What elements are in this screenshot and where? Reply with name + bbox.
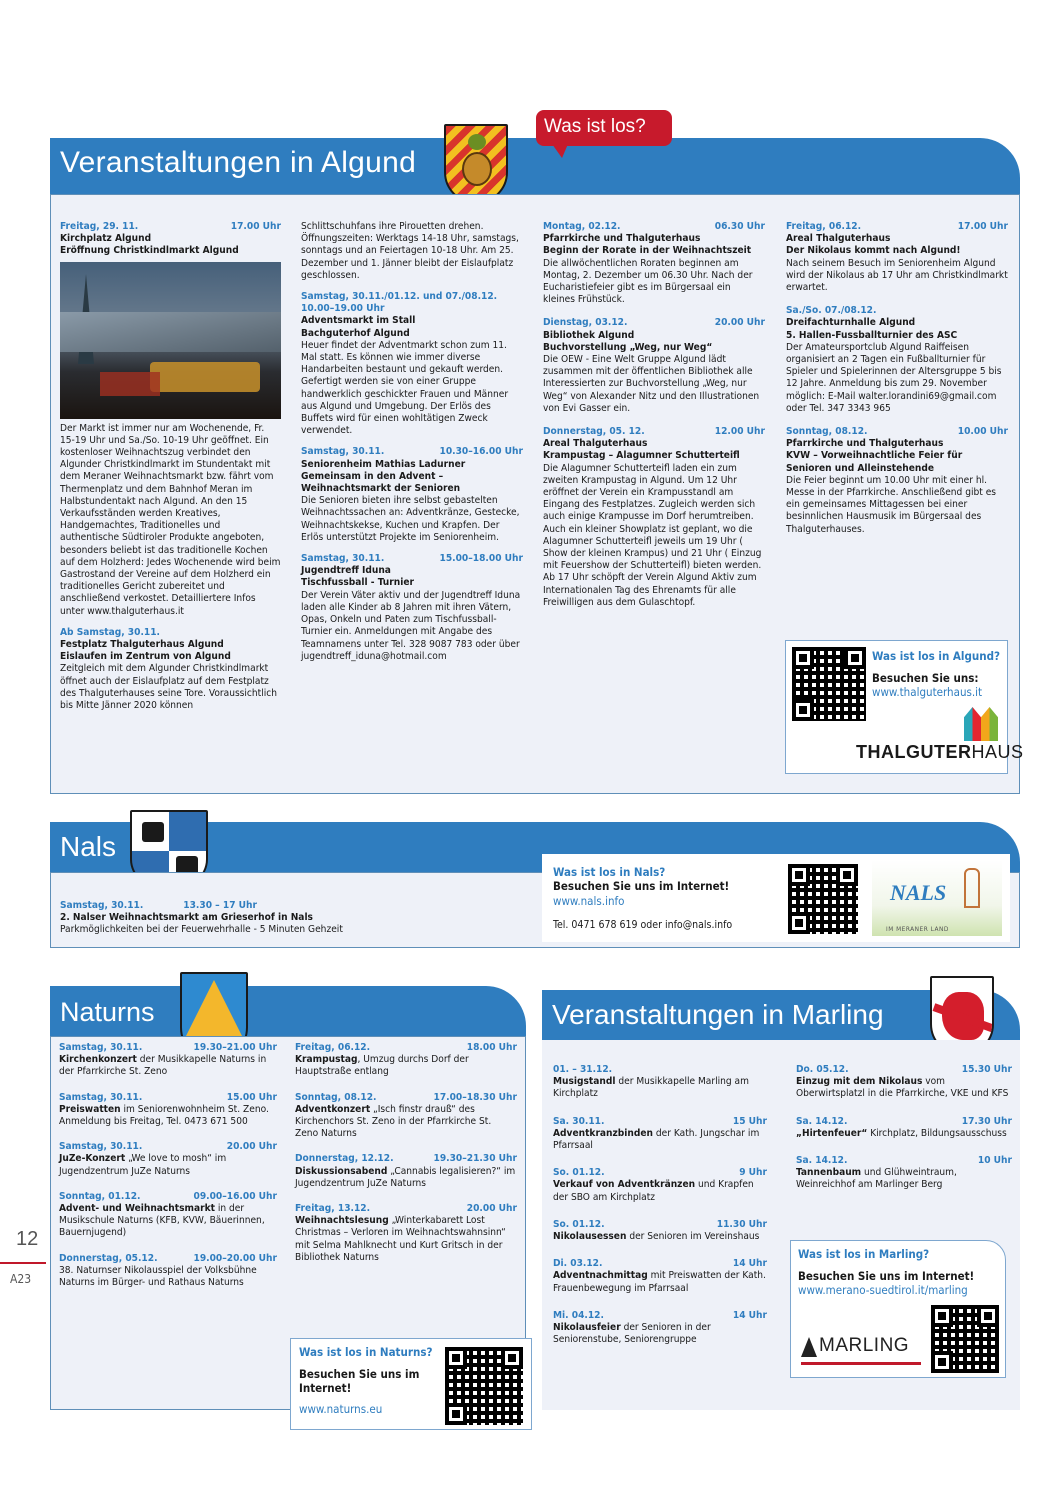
marling-info-box xyxy=(790,1240,1006,1378)
event-name: Tischfussball - Turnier xyxy=(301,577,414,589)
event-time: 14 Uhr xyxy=(732,1258,767,1270)
naturns-column-right xyxy=(295,1042,517,1277)
event-time: 06.30 Uhr xyxy=(714,221,765,232)
event-time: 17.00–18.30 Uhr xyxy=(433,1091,517,1103)
info-question: Was ist los in Nals? xyxy=(553,865,666,879)
event-place: Bachguterhof Algund xyxy=(301,327,410,339)
event-item xyxy=(796,1064,1012,1101)
event-text: Die OEW - Eine Welt Gruppe Algund lädt zusammen mit der öffentlichen Bibliothek alle Interessierten zur Buchvorstellung „Weg, nur Weg“ von Alexander Nitz und den Illustrationen von Evi Gasser ein. xyxy=(543,354,760,414)
marling-logo-underline xyxy=(801,1362,921,1365)
event-date: Donnerstag, 12.12. xyxy=(295,1153,394,1165)
event-description xyxy=(796,1167,1012,1191)
algund-column-3 xyxy=(543,221,765,618)
event-time: 9 Uhr xyxy=(739,1167,767,1179)
event-description xyxy=(553,1322,767,1346)
event-date: Samstag, 30.11. xyxy=(301,553,385,565)
event-name: 5. Hallen-Fussballturnier des ASC xyxy=(786,329,958,341)
event-date: Freitag, 06.12. xyxy=(295,1042,371,1053)
event-date: Di. 03.12. xyxy=(553,1258,603,1270)
event-text: 38. Naturnser Nikolausspiel der Volksbühne Naturns im Bürger- und Rathaus Naturns xyxy=(59,1264,257,1289)
event-item xyxy=(796,1116,1012,1140)
page-number: 12 xyxy=(16,1228,39,1250)
thalguterhaus-logo xyxy=(856,742,1024,762)
event-time: 15.30 Uhr xyxy=(961,1064,1012,1075)
algund-header xyxy=(50,138,1020,194)
event-description xyxy=(59,1203,277,1240)
event-name: Der Nikolaus kommt nach Algund! xyxy=(786,245,961,257)
event-time: 13.30 – 17 Uhr xyxy=(183,900,257,911)
info-question: Was ist los in Algund? xyxy=(872,649,1001,663)
event-item xyxy=(59,1042,277,1079)
info-url[interactable]: www.naturns.eu xyxy=(299,1402,383,1416)
qr-code-icon xyxy=(788,864,858,934)
event-time: 15.00 Uhr xyxy=(226,1091,277,1103)
info-contact: Tel. 0471 678 619 oder info@nals.info xyxy=(553,919,733,931)
event-name: Beginn der Rorate in der Weihnachtszeit xyxy=(543,245,752,257)
event-item xyxy=(59,1191,277,1240)
event-highlight: Verkauf von Adventkränzen xyxy=(553,1179,696,1191)
event-date: Freitag, 06.12. xyxy=(786,221,862,232)
event-description xyxy=(295,1054,517,1078)
event-name: Eröffnung Christkindlmarkt Algund xyxy=(60,245,239,257)
event-highlight: Musigstandl xyxy=(553,1076,616,1088)
event-date: So. 01.12. xyxy=(553,1167,605,1179)
event-text: Heuer findet der Adventmarkt schon zum 11. Mal statt. Es können wie immer diverse Handarbeiten bestaunt und gekauft werden. Gefertigt werden sie von einer Gruppe handwerklich geschickter Frauen und Männer aus Algund und Umgebung. Der Erlös des Buffets wird für einen wohltätigen Zweck verwendet. xyxy=(301,339,509,437)
event-text: „Winterkabarett Lost Christmas – Verloren im Weihnachtswahnsinn“ mit Selma Mahlknecht und Kurt Gritsch in der Bibliothek Naturns xyxy=(295,1215,506,1263)
info-question: Was ist los in Marling? xyxy=(798,1247,930,1261)
event-name: Eislaufen im Zentrum von Algund xyxy=(60,651,231,663)
event-date: 01. – 31.12. xyxy=(553,1064,613,1075)
event-text: Schlittschuhfans ihre Pirouetten drehen. Öffnungszeiten: Werktags 14-18 Uhr, samstags, sonntags und an Feiertagen 10-18 Uhr. Am 25. Dezember und 1. Jänner bleibt der Eislaufplatz geschlossen. xyxy=(301,221,519,281)
event-time: 17.00 Uhr xyxy=(957,221,1008,232)
event-text: mit Preiswatten der Kath. Frauenbewegung im Pfarrsaal xyxy=(553,1270,766,1294)
event-item xyxy=(295,1203,517,1264)
event-time: 20.00 Uhr xyxy=(466,1203,517,1215)
event-highlight: Nikolausessen xyxy=(553,1231,627,1243)
qr-code-icon xyxy=(445,1347,523,1425)
event-text: der Senioren in der Seniorenstube, Seniorengruppe xyxy=(553,1322,711,1346)
event-item xyxy=(553,1219,767,1243)
event-text: der Senioren im Vereinshaus xyxy=(626,1231,760,1243)
algund-crest-icon xyxy=(444,124,508,204)
naturns-info-box xyxy=(290,1338,532,1430)
nals-logo-sub: IM MERANER LAND xyxy=(886,925,949,933)
info-question: Was ist los in Naturns? xyxy=(299,1345,433,1359)
event-text: und Glühweintraum, Weinreichhof am Marlinger Berg xyxy=(796,1167,957,1191)
event-date: Samstag, 30.11. xyxy=(60,900,144,911)
event-text: vom Oberwirtsplatzl in die Pfarrkirche, VKE und KFS xyxy=(796,1076,1009,1100)
event-time: 19.30–21.00 Uhr xyxy=(193,1042,277,1053)
section-algund xyxy=(50,110,1024,794)
event-place: Bibliothek Algund xyxy=(543,329,635,341)
event-time: 15.00–18.00 Uhr xyxy=(439,553,523,565)
was-ist-los-bubble xyxy=(536,110,672,146)
christkindlmarkt-photo xyxy=(60,262,281,419)
nals-logo-text: NALS xyxy=(890,880,947,905)
algund-column-4 xyxy=(786,221,1008,545)
event-highlight: Krampustag xyxy=(295,1054,358,1066)
algund-column-1 xyxy=(60,221,281,712)
event-text: „Isch finstr drauß“ des Kirchenchors St. Zeno in der Pfarrkirche St. Zeno Naturns xyxy=(295,1103,492,1140)
page-code: A23 xyxy=(10,1272,32,1286)
event-time: 10.00 Uhr xyxy=(957,426,1008,438)
event-date: Dienstag, 03.12. xyxy=(543,317,628,329)
info-url[interactable]: www.merano-suedtirol.it/marling xyxy=(798,1283,968,1297)
nals-title: Nals xyxy=(60,831,117,862)
event-description xyxy=(59,1153,277,1177)
event-description xyxy=(295,1104,517,1141)
event-highlight: Adventkranzbinden xyxy=(553,1127,654,1139)
event-description xyxy=(796,1128,1012,1140)
logo-part-a: THALGUTER xyxy=(856,742,972,762)
event-text: Die Alagumner Schutterteifl laden ein zum zweiten Krampustag in Algund. Um 12 Uhr eröffnet der Verein ein Krampusstandl am Eingang des Festplatzes. Zugleich werden sich auch einige Krampusse im Dorf herumtreiben. Auch ein kleiner Showplatz ist geplant, wo die Alagumner Schutterteifl jeweils um 19 Uhr ( Show der kleinen Krampus) und 21 Uhr ( Einzug mit Feuershow der Schutterteifl) bieten werden. Ab 17 Uhr schöpft der Verein Algund Aktiv zum Internationalen Tag des Ehrenamts für alle Freiwilligen aus dem Gulaschtopf. xyxy=(543,462,762,608)
event-description xyxy=(59,1265,277,1289)
algund-title: Veranstaltungen in Algund xyxy=(60,146,417,179)
event-text: Kirchplatz, Bildungsausschuss xyxy=(867,1127,1007,1139)
event-item xyxy=(295,1153,517,1190)
qr-code-icon xyxy=(792,647,866,721)
event-item xyxy=(796,1155,1012,1192)
info-visit: Besuchen Sie uns: xyxy=(872,671,979,685)
event-time: 19.30–21.30 Uhr xyxy=(433,1153,517,1165)
event-date: Sa./So. 07./08.12. xyxy=(786,305,877,317)
event-place: Festplatz Thalguterhaus Algund xyxy=(60,639,224,651)
event-time: 20.00 Uhr xyxy=(714,317,765,329)
event-highlight: „Hirtenfeuer“ xyxy=(796,1127,868,1139)
event-time: 15 Uhr xyxy=(732,1115,767,1127)
event-item xyxy=(553,1116,767,1153)
section-marling xyxy=(542,972,1020,1410)
nals-info-box xyxy=(542,854,1010,942)
event-item xyxy=(553,1258,767,1295)
event-description xyxy=(553,1231,767,1243)
event-text: Parkmöglichkeiten bei der Feuerwehrhalle - 5 Minuten Gehzeit xyxy=(60,924,343,936)
info-visit: Besuchen Sie uns im Internet! xyxy=(553,879,730,893)
event-description xyxy=(796,1076,1012,1100)
section-naturns xyxy=(50,972,526,1416)
event-description xyxy=(553,1270,767,1294)
event-time: 10.00–19.00 Uhr xyxy=(301,303,385,315)
event-date: Sonntag, 08.12. xyxy=(295,1091,377,1103)
event-item xyxy=(59,1141,277,1178)
event-date: Samstag, 30.11. xyxy=(59,1042,143,1053)
event-text: , Umzug durchs Dorf der Hauptstraße entlang xyxy=(295,1054,469,1078)
marling-column-right xyxy=(796,1064,1012,1207)
nals-logo xyxy=(872,860,1002,936)
event-highlight: Tannenbaum xyxy=(796,1167,862,1179)
event-date: Samstag, 30.11. xyxy=(59,1091,143,1103)
event-text: Die allwöchentlichen Roraten beginnen am Montag, 2. Dezember um 06.30 Uhr. Nach der Eucharistiefeier gibt es im Bürgersaal ein kleines Frühstück. xyxy=(543,257,753,306)
event-date: Sonntag, 08.12. xyxy=(786,426,868,438)
event-description xyxy=(295,1215,517,1264)
event-date: Ab Samstag, 30.11. xyxy=(60,626,160,638)
event-date: Sonntag, 01.12. xyxy=(59,1190,141,1202)
event-time: 10.30–16.00 Uhr xyxy=(439,446,523,458)
event-text: der Musikkapelle Marling am Kirchplatz xyxy=(553,1076,749,1100)
event-highlight: Kirchenkonzert xyxy=(59,1054,137,1066)
event-date: So. 01.12. xyxy=(553,1218,605,1230)
naturns-header xyxy=(50,986,526,1036)
event-highlight: Diskussionsabend xyxy=(295,1165,388,1177)
event-place: Areal Thalguterhaus xyxy=(786,233,891,245)
event-date: Donnerstag, 05. 12. xyxy=(543,426,645,438)
event-date: Sa. 14.12. xyxy=(796,1155,848,1167)
tower-icon xyxy=(964,868,980,908)
event-date: Samstag, 30.11. xyxy=(59,1141,143,1153)
event-highlight: Preiswatten xyxy=(59,1103,121,1115)
event-highlight: Weihnachtslesung xyxy=(295,1215,389,1227)
event-time: 20.00 Uhr xyxy=(226,1141,277,1153)
event-text: und Krapfen der SBO am Kirchplatz xyxy=(553,1179,754,1203)
marling-church-icon xyxy=(801,1337,817,1357)
event-name: Adventsmarkt im Stall xyxy=(301,315,416,327)
event-item xyxy=(553,1167,767,1204)
event-time: 19.00–20.00 Uhr xyxy=(193,1252,277,1264)
event-place: Areal Thalguterhaus xyxy=(543,438,648,450)
algund-column-2 xyxy=(301,221,523,672)
event-text: „Cannabis legalisieren?“ im Jugendzentrum JuZe Naturns xyxy=(295,1165,516,1189)
marling-logo: MARLING xyxy=(819,1335,910,1356)
event-item xyxy=(59,1253,277,1290)
event-time: 12.00 Uhr xyxy=(714,426,765,438)
event-text: Nach seinem Besuch im Seniorenheim Algund wird der Nikolaus ab 17 Uhr am Christkindlmarkt erwartet. xyxy=(786,257,1008,294)
event-time: 09.00–16.00 Uhr xyxy=(193,1190,277,1202)
event-name: KVW – Vorweihnachtliche Feier für Senioren und Alleinstehende xyxy=(786,450,963,474)
algund-info-box xyxy=(785,640,1024,774)
event-place: Kirchplatz Algund xyxy=(60,233,152,245)
event-description xyxy=(295,1166,517,1190)
event-description xyxy=(553,1076,767,1100)
event-highlight: JuZe-Konzert xyxy=(59,1153,126,1165)
event-date: Sa. 30.11. xyxy=(553,1115,605,1127)
event-date: Montag, 02.12. xyxy=(543,221,621,232)
logo-part-b: HAUS xyxy=(971,742,1024,762)
event-text: im Seniorenwohnheim St. Zeno. Anmeldung bis Freitag, Tel. 0473 671 500 xyxy=(59,1103,269,1128)
event-date: Mi. 04.12. xyxy=(553,1309,604,1321)
event-time: 14 Uhr xyxy=(732,1309,767,1321)
event-text: Der Amateursportclub Algund Raiffeisen organisiert an 2 Tagen ein Fußballturnier für Spieler und Spielerinnen der Altersgruppe 5 bis 12 Jahre. Anmeldung bis zum 29. November möglich: E-Mail walter.lorandini69@gmail.com oder Tel. 347 3343 965 xyxy=(786,341,1002,414)
event-date: Sa. 14.12. xyxy=(796,1115,848,1127)
event-text: der Kath. Jungschar im Pfarrsaal xyxy=(553,1127,760,1152)
event-name: Gemeinsam in den Advent – Weihnachtsmarkt der Senioren xyxy=(301,470,461,495)
qr-code-icon xyxy=(931,1305,999,1373)
event-date: Freitag, 29. 11. xyxy=(60,221,139,232)
event-item xyxy=(59,1092,277,1129)
event-description xyxy=(59,1104,277,1128)
event-time: 10 Uhr xyxy=(977,1155,1012,1167)
page-divider xyxy=(0,1262,46,1264)
event-text: „We love to mosh“ im Jugendzentrum JuZe Naturns xyxy=(59,1153,227,1177)
event-time: 17.00 Uhr xyxy=(230,221,281,232)
info-visit: Besuchen Sie uns im Internet! xyxy=(798,1269,975,1283)
event-time: 17.30 Uhr xyxy=(961,1115,1012,1127)
event-time: 11.30 Uhr xyxy=(716,1218,767,1230)
event-time: 18.00 Uhr xyxy=(466,1042,517,1053)
event-text: Die Senioren bieten ihre selbst gebastelten Weihnachtssachen an: Adventkränze, Gestecke, Weihnachtskekse, Kuchen und Krapfen. Der Erlös unterstützt Projekte im Seniorenheim. xyxy=(301,495,520,543)
event-place: Seniorenheim Mathias Ladurner xyxy=(301,458,466,470)
event-description xyxy=(553,1179,767,1203)
event-text: der Musikkapelle Naturns in der Pfarrkirche St. Zeno xyxy=(59,1054,267,1078)
event-date: Samstag, 30.11./01.12. und 07./08.12. xyxy=(301,291,498,303)
event-text: Der Markt ist immer nur am Wochenende, Fr. 15-19 Uhr und Sa./So. 10-19 Uhr geöffnet. Ein kostenloser Weihnachtszug verbindet den Algunder Christkindlmarkt im Stundentakt mit dem Meraner Weihnachtsmarkt bzw. fährt vom Thermenplatz und dem Bahnhof Meran im Halbstundentakt nach Algund. An den 15 Verkaufsständen werden Kreatives, Handgemachtes, Traditionelles und authentische Südtiroler Produkte angeboten, besonders beliebt ist das traditionelle Kochen auf dem Holzherd: Jedes Wochenende wird beim Gastrostand der Vereine auf dem Holzherd ein traditionelles Gericht zubereitet und anschließend verkostet. Detailliertere Infos unter www.thalguterhaus.it xyxy=(60,422,281,617)
event-item xyxy=(295,1092,517,1141)
marling-title: Veranstaltungen in Marling xyxy=(552,999,884,1030)
event-highlight: Adventnachmittag xyxy=(553,1270,648,1282)
naturns-title: Naturns xyxy=(60,997,155,1027)
event-highlight: Adventkonzert xyxy=(295,1103,371,1115)
event-text: in der Musikschule Naturns (KFB, KVW, Bäuerinnen, Bauernjugend) xyxy=(59,1203,265,1239)
event-highlight: Nikolausfeier xyxy=(553,1322,621,1334)
event-item xyxy=(553,1310,767,1347)
event-highlight: Advent- und Weihnachtsmarkt xyxy=(59,1203,215,1215)
naturns-column-left xyxy=(59,1042,277,1302)
info-visit: Besuchen Sie uns im Internet! xyxy=(299,1367,420,1395)
event-item xyxy=(295,1042,517,1079)
thalguterhaus-logo-icon xyxy=(964,707,998,741)
nals-event xyxy=(60,900,520,937)
event-text: Der Verein Väter aktiv und der Jugendtreff Iduna laden alle Kinder ab 8 Jahren mit ihren Vätern, Opas, Onkeln und Paten zum Tischfussball-Turnier ein. Anmeldungen mit Angabe des Teamnamens unter Tel. 328 9087 783 oder über jugendtreff_iduna@hotmail.com xyxy=(301,589,521,662)
event-date: Samstag, 30.11. xyxy=(301,446,385,458)
event-date: Freitag, 13.12. xyxy=(295,1203,371,1215)
event-item xyxy=(553,1064,767,1101)
event-place: Pfarrkirche und Thalguterhaus xyxy=(786,438,944,450)
marling-column-left xyxy=(553,1064,767,1361)
event-name: 2. Nalser Weihnachtsmarkt am Grieserhof in Nals xyxy=(60,912,313,924)
info-url[interactable]: www.thalguterhaus.it xyxy=(872,685,983,699)
event-text: Zeitgleich mit dem Algunder Christkindlmarkt öffnet auch der Eislaufplatz auf dem Festplatz des Thalguterhauses seine Tore. Voraussichtlich bis Mitte Jänner 2020 können xyxy=(60,663,278,712)
event-description xyxy=(59,1054,277,1078)
event-name: Krampustag – Alagumner Schutterteifl xyxy=(543,450,740,462)
section-nals xyxy=(50,810,1020,948)
event-date: Donnerstag, 05.12. xyxy=(59,1252,158,1264)
event-highlight: Einzug mit dem Nikolaus xyxy=(796,1076,923,1088)
bubble-text: Was ist los? xyxy=(544,116,646,137)
event-place: Jugendtreff Iduna xyxy=(301,565,391,577)
event-place: Dreifachturnhalle Algund xyxy=(786,317,916,329)
event-name: Buchvorstellung „Weg, nur Weg“ xyxy=(543,341,713,353)
event-date: Do. 05.12. xyxy=(796,1064,849,1075)
info-url[interactable]: www.nals.info xyxy=(553,894,625,908)
event-text: Die Feier beginnt um 10.00 Uhr mit einer hl. Messe in der Pfarrkirche. Anschließend gibt es ein gemeinsames Mittagessen bei einer besinnlichen Hausmusik im Bürgersaal des Thalguterhauses. xyxy=(786,474,997,535)
event-description xyxy=(553,1128,767,1152)
event-place: Pfarrkirche und Thalguterhaus xyxy=(543,233,701,245)
